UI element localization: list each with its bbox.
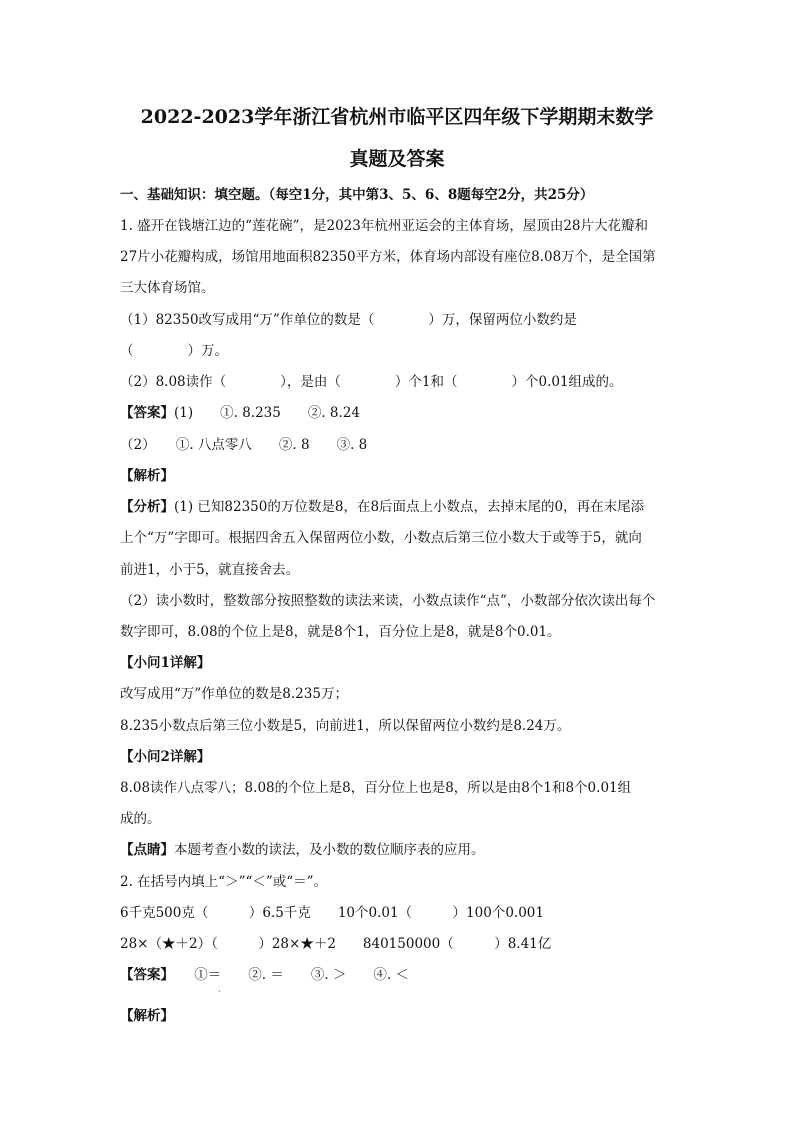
q1-stem-line1: 1. 盛开在钱塘江边的“莲花碗”，是2023年杭州亚运会的主体育场，屋顶由28片大花瓣和: [120, 218, 649, 234]
q1-sub2-line2: 成的。: [120, 811, 161, 827]
q1-sub2-line1: 8.08读作八点零八；8.08的个位上是8，百分位上也是8，所以是由8个1和8个0.01组: [120, 780, 632, 796]
q1-fenxi-line3: 前进1，小于5，就直接舍去。: [120, 562, 300, 578]
document-title-line2: 真题及答案: [349, 148, 445, 170]
q2-analysis-tag: 【解析】: [120, 1008, 174, 1024]
q1-sub2-tag: 【小问2详解】: [120, 749, 211, 765]
q2-stem: 2. 在括号内填上“＞”“＜”或“＝”。: [120, 874, 328, 890]
q1-sub1-line2: 8.235小数点后第三位小数是5，向前进1，所以保留两位小数约是8.24万。: [120, 718, 571, 734]
q2-row1: 6千克500克（ ）6.5千克 10个0.01（ ）100个0.001: [120, 905, 544, 921]
document-title-line1: 2022-2023学年浙江省杭州市临平区四年级下学期期末数学: [140, 106, 654, 128]
stray-dot: ·: [218, 987, 221, 996]
q1-sub1-tag: 【小问1详解】: [120, 655, 211, 671]
q1-part2: （2）8.08读作（ ），是由（ ）个1和（ ）个0.01组成的。: [120, 374, 623, 390]
q1-answer-line2: （2） ①. 八点零八 ②. 8 ③. 8: [120, 437, 368, 453]
q1-analysis-tag: 【解析】: [120, 468, 174, 484]
q2-row2: 28×（★＋2）（ ）28×★＋2 840150000（ ）8.41亿: [120, 936, 552, 952]
q1-part1-line1: （1）82350改写成用“万”作单位的数是（ ）万，保留两位小数约是: [120, 312, 577, 328]
q2-answer: [120, 965, 700, 985]
q1-part1-line2: （ ）万。: [120, 343, 228, 359]
q1-fenxi-line2: 上个“万”字即可。根据四舍五入保留两位小数，小数点后第三位小数大于或等于5，就向: [120, 530, 642, 546]
q1-dianjing: [120, 840, 700, 860]
q1-sub1-line1: 改写成用“万”作单位的数是8.235万；: [120, 686, 348, 702]
q1-answer-line1: (1) ①. 8.235 ②. 8.24: [174, 405, 360, 421]
answer-tag: 【答案】: [120, 967, 168, 983]
q1-dianjing-text: 本题考查小数的读法，及小数的数位顺序表的应用。: [174, 842, 485, 858]
fenxi-tag: 【分析】: [120, 499, 174, 515]
q1-stem-line3: 三大体育场馆。: [120, 280, 215, 296]
q1-fenxi2-line1: （2）读小数时，整数部分按照整数的读法来读，小数点读作“点”，小数部分依次读出每个: [120, 593, 656, 609]
q1-fenxi-line1: (1) 已知82350的万位数是8，在8后面点上小数点，去掉末尾的0，再在末尾添: [174, 499, 645, 515]
answer-tag: 【答案】: [120, 405, 174, 421]
q2-answer-text: ①＝ ②. ＝ ③. ＞ ④. ＜: [167, 967, 409, 983]
q1-stem-line2: 27片小花瓣构成，场馆用地面积82350平方米，体育场内部设有座位8.08万个，是全国第: [120, 249, 656, 265]
q1-answer: [120, 403, 700, 423]
dianjing-tag: 【点睛】: [120, 842, 174, 858]
q1-fenxi: [120, 497, 700, 517]
section1-heading: 一、基础知识：填空题。（每空1分，其中第3、5、6、8题每空2分，共25分）: [120, 187, 594, 203]
q1-fenxi2-line2: 数字即可，8.08的个位上是8，就是8个1，百分位上是8，就是8个0.01。: [120, 624, 561, 640]
